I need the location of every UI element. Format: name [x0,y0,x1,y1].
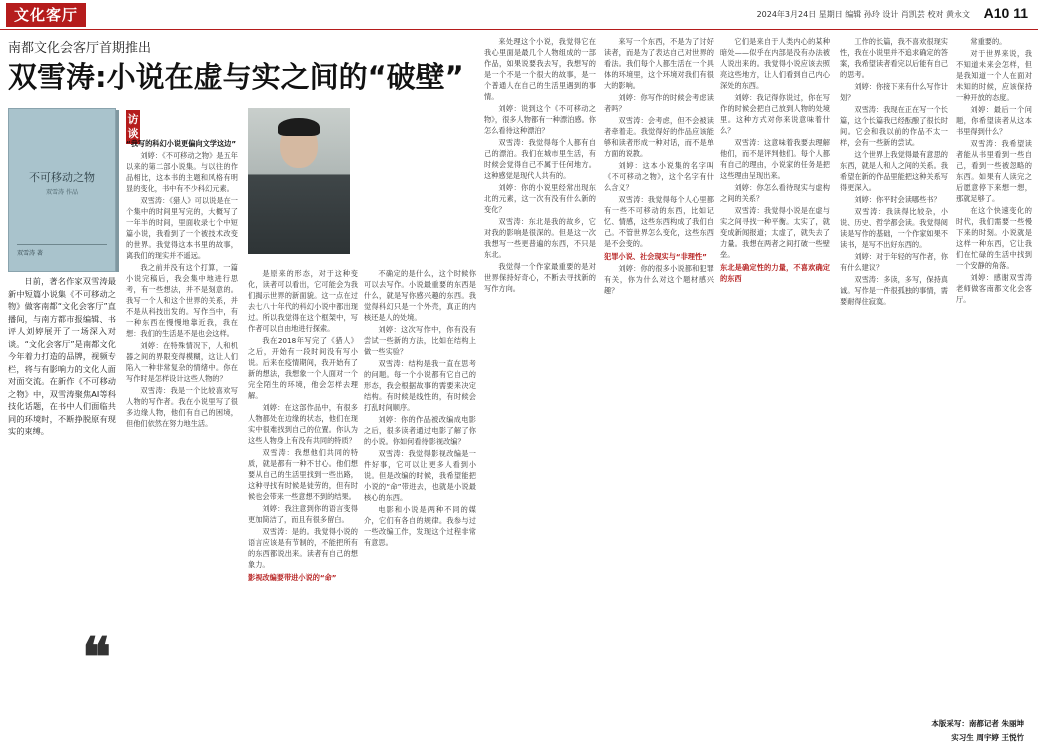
body-paragraph: 双雪涛：《猎人》可以说是在一个集中的时间里写完的，大概写了一年半的时间，里面收录七个中短篇小说，我看到了一个被技术改变的世界。我觉得这本书里的故事，离我们的现实并不遥远。 [126,196,238,260]
body-paragraph: 双雪涛：多读，多写，保持真诚。写作是一件很孤独的事情，需要耐得住寂寞。 [840,275,948,306]
body-paragraph: 刘婷：这本小说集的名字叫《不可移动之物》，这个名字有什么含义？ [604,161,714,192]
body-paragraph: 刘婷：你的作品被改编成电影之后，很多读者通过电影了解了你的小说。你如何看待影视改编？ [364,415,476,446]
body-paragraph: 双雪涛：结构是我一直在思考的问题。每一个小说都有它自己的形态，我会根据故事的需要来决定结构。有时候是线性的，有时候会打乱时间顺序。 [364,359,476,412]
section-tag: 文化客厅 [6,3,86,27]
body-paragraph: 刘婷：我注意到你的语言变得更加简洁了，而且有很多留白。 [248,504,358,524]
body-paragraph: 我之前并没有这个打算，一篇小说完稿后，我会集中地进行思考，有一些想法，并不是刻意的。我写一个人和这个世界的关系，并不是从科技出发的。写作当中，有一种东西在慢慢地靠近我，我在想：我们的生活是不是也会这样。 [126,263,238,338]
body-paragraph: 来写一个东西，不是为了讨好读者，而是为了表达自己对世界的看法。我们每个人都生活在一个具体的环境里，这个环境对我们有很大的影响。 [604,37,714,90]
body-paragraph: 双雪涛：我是一个比较喜欢写人物的写作者。我在小说里写了很多边缘人物，他们有自己的困境，但他们依然在努力地生活。 [126,386,238,428]
body-paragraph: 双雪涛：我想他们共同的特质，就是都有一种不甘心。他们想要从自己的生活里找到一些出路，这种寻找有时候是徒劳的，但有时候也会带来一些意想不到的结果。 [248,448,358,501]
body-paragraph: 我觉得一个作家最重要的是对世界保持好奇心，不断去寻找新的写作方向。 [484,262,596,293]
body-paragraph: 刘婷：在这部作品中，有很多人物都处在边缘的状态，他们在现实中很难找到自己的位置。你认为这些人物身上有没有共同的特质？ [248,403,358,445]
subheading: 影视改编要带进小说的“命” [248,573,337,582]
body-paragraph: 刘婷：我记得你说过，你在写作的时候会把自己放到人物的处境里。这种方式对你来说意味着什么？ [720,93,830,135]
body-paragraph: 刘婷：你的小说里经常出现东北的元素，这一次有没有什么新的变化？ [484,183,596,214]
book-cover-divider [17,244,107,245]
author-portrait-photo [248,108,350,254]
lead-text: 日前，著名作家双雪涛最新中短篇小说集《不可移动之物》做客南都“文化会客厅”直播间，与南方都市报编辑、书评人刘婷展开了一场深入对谈。“文化会客厅”是南都文化今年着力打造的品牌，视频专栏，将与有影响力的文化人面对面交流。在新作《不可移动之物》中，双雪涛聚焦AI等科技化话题，在书中人们面临共同的环境时，不断挣脱原有现实的束缚。 [8,276,116,436]
body-paragraph: 来处理这个小说，我觉得它在我心里面是最几个人物组成的一部作品，如果说要我去写，我想写的是一个不是一个很大的故事，是一个普通人在自己的生活里遇到的事情。 [484,37,596,101]
text-column [604,36,714,718]
body-paragraph: 刘婷：你怎么看待现实与虚构之间的关系？ [720,183,830,203]
body-paragraph: 双雪涛：我读得比较杂，小说、历史、哲学都会读。我觉得阅读是写作的基础，一个作家如果不读书，是写不出好东西的。 [840,207,948,249]
body-paragraph: 刘婷：最后一个问题，你希望读者从这本书里得到什么？ [956,105,1032,136]
body-paragraph: 刘婷：感谢双雪涛老师做客南都文化会客厅。 [956,273,1032,304]
text-column [720,36,830,718]
body-paragraph: 双雪涛：是的。我觉得小说的语言应该是有节制的，不能把所有的东西都说出来。读者有自己的想象力。 [248,527,358,569]
body-paragraph: 刘婷：你接下来有什么写作计划？ [840,82,948,102]
text-column [956,36,1032,706]
body-paragraph: 是原来的形态，对于这种变化，读者可以看出，它可能会为我们揭示世界的新面貌。这一点在过去七八十年代的科幻小说中都出现过。所以我觉得在这个框架中，写作者可以自由地进行探索。 [248,269,358,333]
body-paragraph: 我在2018年写完了《猎人》之后，开始有一段时间没有写小说。后来在疫情期间，我开始有了新的想法，我想象一个人面对一个完全陌生的环境，他会怎样去理解。 [248,336,358,400]
issue-date-line: 2024年3月24日 星期日 编辑 孙玲 设计 肖凯芸 校对 黄永文 [756,10,970,19]
text-column [484,36,596,718]
body-paragraph: 双雪涛：我现在正在写一个长篇，这个长篇我已经酝酿了很长时间。它会和我以前的作品不太一样，会有一些新的尝试。 [840,105,948,147]
body-paragraph: 对于世界来说，我不知道未来会怎样，但是我知道一个人在面对未知的时候，应该保持一种开放的态度。 [956,49,1032,102]
book-cover-image [8,108,116,272]
interview-tag: 访谈 [126,110,140,144]
text-column [840,36,948,718]
question-heading: “我写的科幻小说更偏向文学这边” [126,139,237,148]
subheading: 东北是确定性的力量，不喜欢确定的东西 [720,263,830,283]
body-paragraph: 刘婷：《不可移动之物》是五年以来的第二部小说集。与以往的作品相比，这本书的主题和风格有明显的变化，书中有不少科幻元素。 [126,151,238,193]
body-paragraph: 在这个快速变化的时代，我们需要一些慢下来的时刻。小说就是这样一种东西，它让我们在忙碌的生活中找到一个安静的角落。 [956,206,1032,270]
body-paragraph: 刘婷：这次写作中，你有没有尝试一些新的方法，比如在结构上做一些实验？ [364,325,476,356]
body-paragraph: 双雪涛：会考虑，但不会被读者牵着走。我觉得好的作品应该能够和读者形成一种对话，而不是单方面的说教。 [604,116,714,158]
body-paragraph: 刘婷：你的很多小说都和犯罪有关，你为什么对这个题材感兴趣？ [604,264,714,295]
book-cover-subtitle: 双雪涛 作品 [46,189,78,196]
subheading: 犯罪小说、社会现实与“非理性” [604,252,707,261]
body-paragraph: 工作的长篇，我不喜欢很现实性，我在小说里并不追求确定的答案，我希望读者看完以后能有自己的思考。 [840,37,948,79]
text-column [364,268,476,717]
text-column [248,268,358,717]
credits-reporter: 本版采写：南都记者 朱丽坤 [931,719,1024,728]
body-paragraph: 双雪涛：我觉得小说是在虚与实之间寻找一种平衡。太实了，就变成新闻报道；太虚了，就失去了力量。我想在两者之间打破一些壁垒。 [720,206,830,259]
body-paragraph: 这个世界上我觉得最有意思的东西，就是人和人之间的关系。我希望在新的作品里能把这种关系写得更深入。 [840,150,948,192]
body-paragraph: 双雪涛：我觉得影视改编是一件好事，它可以让更多人看到小说。但是改编的时候，我希望能把小说的“命”带进去，也就是小说最核心的东西。 [364,449,476,502]
body-paragraph: 常重要的。 [970,37,1007,46]
portrait-hair [278,118,320,136]
body-paragraph: 刘婷：你写作的时候会考虑读者吗？ [604,93,714,113]
body-paragraph: 它们是来自于人类内心的某种暗处——似乎在内部是没有办法被人说出来的。我觉得小说应该去照亮这些地方，让人们看到自己内心深处的东西。 [720,37,830,90]
body-paragraph: 双雪涛：我觉得每个人心里都有一些不可移动的东西，比如记忆、情感，这些东西构成了我们自己。不管世界怎么变化，这些东西是不会变的。 [604,195,714,248]
body-paragraph: 刘婷：对于年轻的写作者，你有什么建议？ [840,252,948,272]
page-number: A10 11 [983,5,1028,21]
body-paragraph: 刘婷：说到这个《不可移动之物》，很多人物都有一种漂泊感。你怎么看待这种漂泊？ [484,104,596,135]
quote-mark-decoration: ❝ [82,625,112,689]
body-paragraph: 双雪涛：我希望读者能从书里看到一些自己，看到一些被忽略的东西。如果有人读完之后愿意停下来想一想，那就足够了。 [956,139,1032,203]
page-header [0,0,1038,30]
body-paragraph: 刘婷：你平时会读哪些书？ [854,195,941,204]
book-cover-title: 不可移动之物 [29,171,95,184]
body-paragraph: 刘婷：在特殊情况下，人和机器之间的界限变得模糊，这让人们陷入一种非常复杂的情绪中。你在写作时是怎样设计这些人物的？ [126,341,238,383]
body-paragraph: 不确定的是什么，这个时候你可以去写作。小说最重要的东西是什么，就是写你感兴趣的东西。我觉得科幻只是一个外壳，真正的内核还是人的处境。 [364,269,476,322]
book-spine [116,110,119,272]
body-paragraph: 双雪涛：东北是我的故乡，它对我的影响是很深的。但是这一次我想写一些更普遍的东西，不只是东北。 [484,217,596,259]
article-kicker: 南都文化会客厅首期推出 [8,41,152,56]
article-headline: 双雪涛:小说在虚与实之间的“破壁” [8,60,464,94]
credits-interns: 实习生 周宇婷 王悦竹 [951,733,1024,742]
body-paragraph: 电影和小说是两种不同的媒介，它们有各自的规律。我参与过一些改编工作，发现这个过程非常有意思。 [364,505,476,547]
body-paragraph: 双雪涛：这意味着我要去理解他们，而不是评判他们。每个人都有自己的理由，小说家的任务是把这些理由呈现出来。 [720,138,830,180]
text-column [126,136,238,715]
body-paragraph: 双雪涛：我觉得每个人都有自己的漂泊。我们在城市里生活，有时候会觉得自己不属于任何地方。这种感觉是现代人共有的。 [484,138,596,180]
book-cover-author: 双雪涛 著 [17,250,43,257]
lead-paragraph [8,275,116,675]
